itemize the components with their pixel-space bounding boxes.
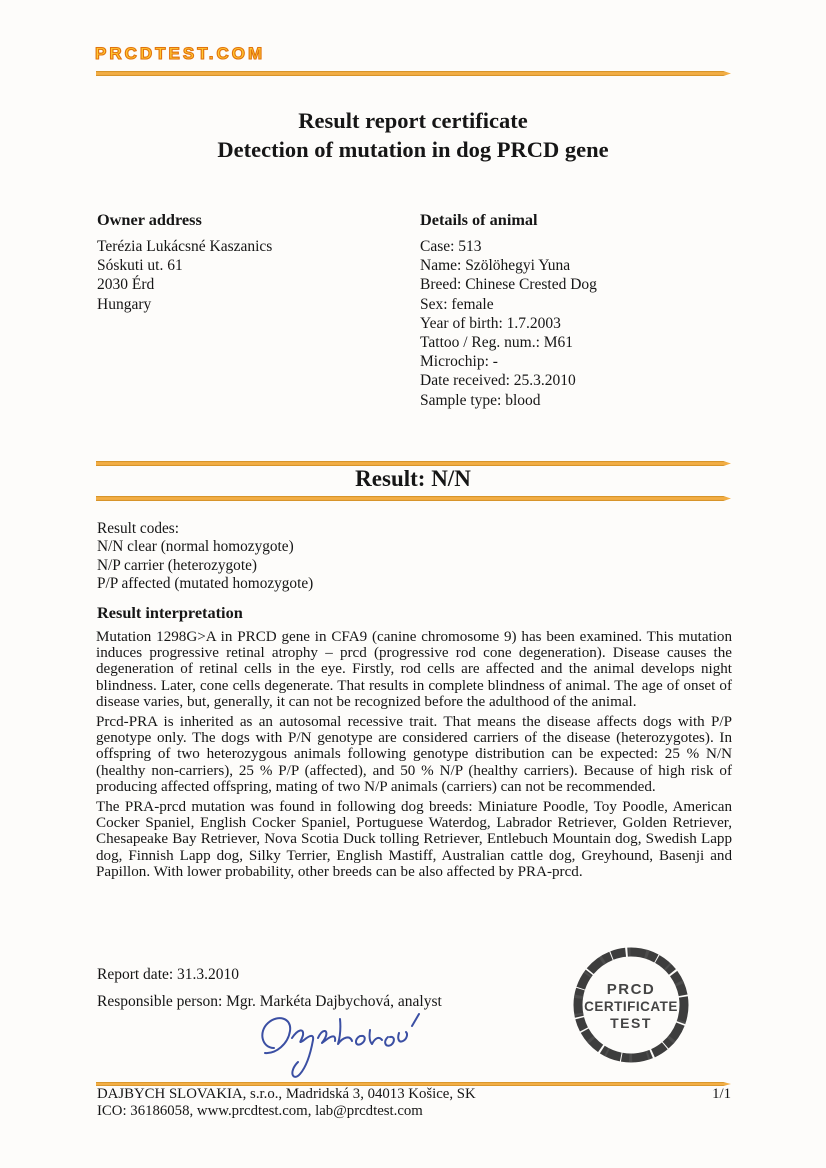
- page-number: 1/1: [712, 1086, 731, 1102]
- document-title: [0, 106, 826, 164]
- interpretation-heading: Result interpretation: [97, 603, 243, 622]
- result-code-np: N/P carrier (heterozygote): [97, 556, 257, 574]
- footer-company-line: [97, 1086, 731, 1103]
- animal-date-received: Date received: 25.3.2010: [420, 372, 576, 390]
- footer-company-text: DAJBYCH SLOVAKIA, s.r.o., Madridská 3, 04013 Košice, SK: [97, 1086, 476, 1102]
- result-codes-section: [97, 520, 313, 593]
- interpretation-paragraph-1: Mutation 1298G>A in PRCD gene in CFA9 (canine chromosome 9) has been examined. This mutation induces progressive retinal atrophy – prcd (progressive rod cone degeneration). Disease causes the degeneration of retinal cells in the eye. Firstly, rod cells are affected and the animal develops night blindness. Later, cone cells degenerate. That results in complete blindness of animal. The age of onset of disease varies, but, generally, it can not be recognized before the adulthood of the animal.: [96, 629, 732, 710]
- interpretation-paragraph-3: The PRA-prcd mutation was found in following dog breeds: Miniature Poodle, Toy Poodle, American Cocker Spaniel, English Cocker Spaniel, Portuguese Waterdog, Labrador Retriever, Golden Retriever, Chesapeake Bay Retriever, Nova Scotia Duck tolling Retriever, Entlebuch Mountain dog, Swedish Lapp dog, Finnish Lapp dog, Silky Terrier, English Mastiff, Australian cattle dog, Greyhound, Basenji and Papillon. With lower probability, other breeds can be also affected by PRA-prcd.: [96, 799, 732, 880]
- site-logo: PRCDTEST.COM: [95, 44, 266, 63]
- stamp-text-line3: TEST: [610, 1015, 652, 1031]
- animal-breed: Breed: Chinese Crested Dog: [420, 276, 597, 294]
- title-line-1: Result report certificate: [298, 108, 528, 133]
- stamp-text-line1: PRCD: [606, 981, 656, 998]
- animal-tattoo: Tattoo / Reg. num.: M61: [420, 334, 574, 352]
- owner-city: 2030 Érd: [97, 276, 155, 294]
- header-rule: [96, 71, 731, 76]
- owner-address-heading: Owner address: [97, 210, 202, 229]
- stamp-text-line2: CERTIFICATE: [584, 999, 678, 1014]
- responsible-person: Responsible person: Mgr. Markéta Dajbychová, analyst: [97, 993, 442, 1010]
- report-date: Report date: 31.3.2010: [97, 966, 240, 983]
- result-banner-rule-bottom: [96, 496, 731, 501]
- result-codes-label: Result codes:: [97, 520, 179, 537]
- owner-country: Hungary: [97, 295, 152, 313]
- owner-name: Terézia Lukácsné Kaszanics: [97, 238, 273, 255]
- owner-address-section: [97, 210, 397, 314]
- title-line-2: Detection of mutation in dog PRCD gene: [217, 137, 609, 162]
- owner-street: Sóskuti ut. 61: [97, 257, 183, 275]
- animal-details-heading: Details of animal: [420, 210, 538, 229]
- animal-microchip: Microchip: -: [420, 353, 498, 371]
- animal-details-section: [420, 210, 730, 410]
- animal-name: Name: Szölöhegyi Yuna: [420, 257, 571, 275]
- interpretation-body: [96, 629, 732, 884]
- result-code-nn: N/N clear (normal homozygote): [97, 538, 294, 556]
- animal-case: Case: 513: [420, 238, 482, 255]
- result-code-pp: P/P affected (mutated homozygote): [97, 574, 314, 592]
- animal-sample-type: Sample type: blood: [420, 391, 541, 409]
- footer-contact-line: ICO: 36186058, www.prcdtest.com, lab@prcdtest.com: [97, 1103, 423, 1119]
- certificate-stamp: [570, 944, 692, 1066]
- result-banner: Result: N/N: [355, 466, 471, 491]
- animal-birth: Year of birth: 1.7.2003: [420, 314, 561, 332]
- signature-handwriting: [252, 1006, 432, 1088]
- animal-sex: Sex: female: [420, 295, 494, 313]
- interpretation-paragraph-2: Prcd-PRA is inherited as an autosomal recessive trait. That means the disease affects dogs with P/P genotype only. The dogs with P/N genotype are considered carriers of the disease (heterozygotes). In offspring of two heterozygous animals following genotype distribution can be expected: 25 % N/N (healthy non-carriers), 25 % P/P (affected), and 50 % N/P (healthy carriers). Because of high risk of producing affected offspring, mating of two N/P animals (carriers) can not be recommended.: [96, 714, 732, 795]
